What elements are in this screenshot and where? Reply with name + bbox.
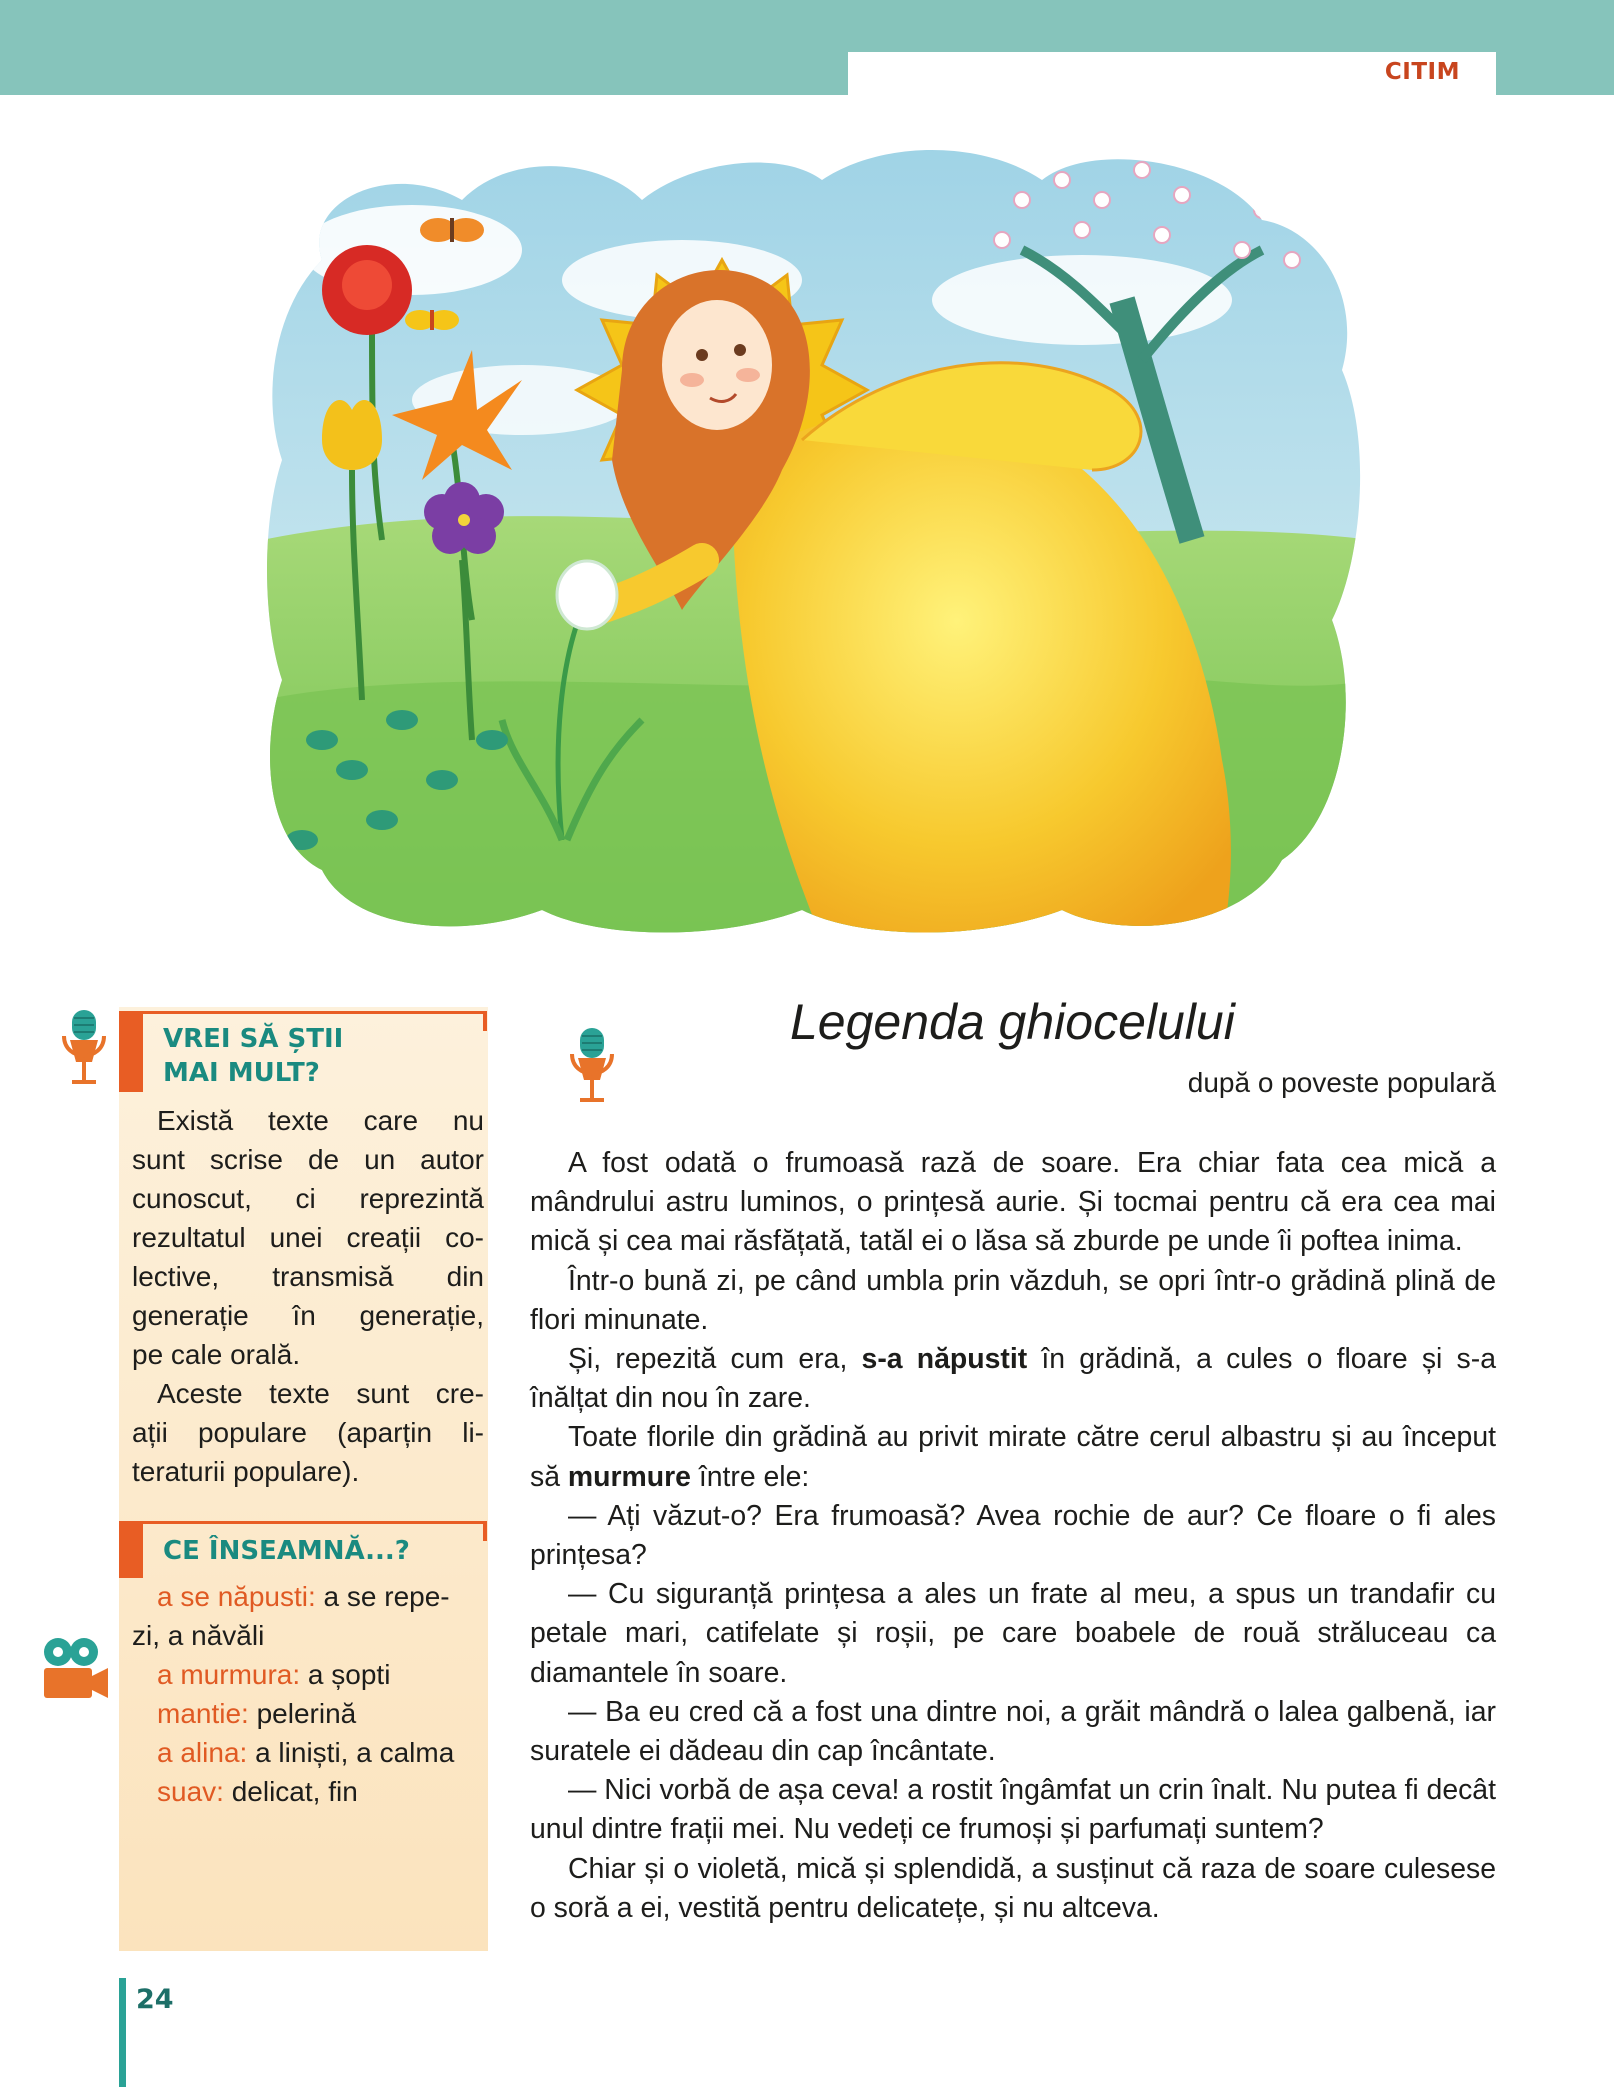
story-paragraph: Într-o bună zi, pe când umbla prin văzduh, se opri într-o grădină plină de flori minunate. [530,1264,1496,1336]
text-run: în grădină, a cules o floare și s-a înălțat din nou în zare. [530,1343,1496,1415]
section-tab [848,52,1496,95]
page-edge-rule [119,1978,126,2087]
heading-line-2: MAI MULT? [163,1058,320,1088]
glossary-item [132,1733,492,1772]
story-paragraph [530,1418,1496,1496]
glossary-term: a alina: [157,1737,248,1768]
glossary-word: murmure [567,1460,691,1493]
story-paragraph: — Cu siguranță prințesa a ales un frate al meu, a spus un trandafir cu petale mari, catifelate și roșii, pe care boabele de rouă străluceau ca diamantele în soare. [530,1578,1496,1689]
sidebar-heading-know-more [119,1011,483,1092]
heading-line-1: VREI SĂ ȘTII [163,1024,344,1054]
text-run: între ele: [690,1460,810,1493]
heading-corner [483,1011,487,1031]
info-line: generație în generație, [132,1300,484,1331]
glossary-word: s-a năpustit [861,1343,1028,1376]
glossary-definition: a șopti [300,1659,391,1690]
story-title: Legenda ghiocelului [790,994,1235,1050]
glossary-definition: a se repe- [315,1581,450,1612]
info-line: rezultatul unei creații co- [132,1222,484,1253]
sidebar-info-text [132,1101,484,1491]
glossary-definition: pelerină [248,1698,357,1729]
sidebar-heading-glossary [119,1521,483,1578]
info-line: lective, transmisă din [132,1261,484,1292]
text-run: Toate florile din grădină au privit mirate către cerul albastru și au început să [530,1421,1496,1493]
section-label: CITIM [1384,59,1460,85]
glossary-item [132,1772,492,1811]
story-paragraph: — Ați văzut-o? Era frumoasă? Avea rochie de aur? Ce floare o fi ales prințesa? [530,1499,1496,1572]
heading-title [163,1022,343,1090]
info-line: cunoscut, ci reprezintă [132,1183,484,1214]
info-line: Aceste texte sunt cre- [157,1378,484,1409]
story-paragraph: — Ba eu cred că a fost una dintre noi, a grăit mândră o lalea galbenă, iar suratele ei dădeau din cap încântate. [530,1695,1496,1768]
glossary-definition: a liniști, a calma [247,1737,455,1768]
glossary-term: suav: [157,1776,224,1807]
story-illustration [262,140,1372,940]
story-paragraph: — Nici vorbă de așa ceva! a rostit îngâmfat un crin înalt. Nu putea fi decât unul dintre frații mei. Nu vedeți ce frumoși și parfumați suntem? [530,1774,1496,1846]
glossary-term: a se năpusti: [157,1581,316,1612]
info-line: sunt scrise de un autor [132,1144,484,1175]
film-camera-icon [40,1636,110,1702]
story-paragraph: A fost odată o frumoasă rază de soare. Era chiar fata cea mică a mândrului astru luminos, o prințesă aurie. Și tocmai pentru că era cea mai mică și cea mai răsfățată, tatăl ei o lăsa să zburde pe unde îi poftea inima. [530,1147,1496,1258]
glossary-item [132,1655,492,1694]
heading-accent-bar [119,1524,143,1578]
microphone-icon [62,1010,106,1090]
heading-corner [483,1521,487,1541]
page-number: 24 [136,1984,174,2015]
glossary-definition-continued: zi, a năvăli [132,1620,265,1651]
sidebar-box [119,1007,488,1951]
story-text [530,1144,1496,1928]
glossary-list [132,1577,492,1811]
microphone-icon [570,1028,614,1108]
info-line: ații populare (aparțin li- [132,1417,484,1448]
text-run: Și, repezită cum era, [568,1343,862,1376]
glossary-item [132,1694,492,1733]
story-subtitle: după o poveste populară [1187,1067,1496,1098]
info-line: pe cale orală. [132,1339,301,1370]
glossary-term: mantie: [157,1698,249,1729]
story-paragraph [530,1340,1496,1418]
info-line: teraturii populare). [132,1456,360,1487]
story-paragraph: Chiar și o violetă, mică și splendidă, a susținut că raza de soare culesese o soră a ei, vestită pentru delicatețe, și nu altceva. [530,1852,1496,1924]
heading-accent-bar [119,1014,143,1092]
glossary-title: CE ÎNSEAMNĂ...? [163,1536,410,1566]
glossary-term: a murmura: [157,1659,301,1690]
info-line: Există texte care nu [157,1105,484,1136]
illustration-svg [262,140,1372,940]
glossary-definition: delicat, fin [223,1776,358,1807]
glossary-item [132,1577,492,1616]
